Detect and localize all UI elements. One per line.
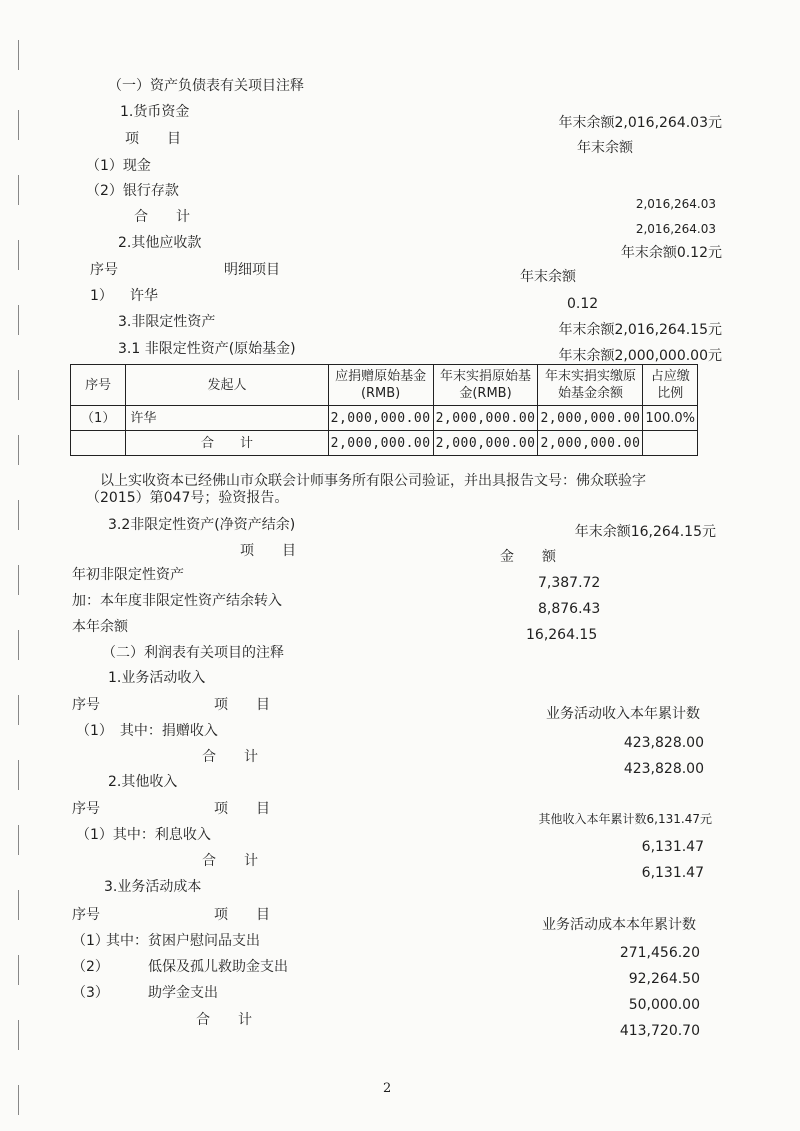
biz-income-sum-label: 合 计 xyxy=(202,749,258,765)
other-recv-title: 2.其他应收款 xyxy=(118,235,202,251)
binding-mark xyxy=(18,175,22,205)
biz-income-col-amount: 业务活动收入本年累计数 xyxy=(546,706,700,722)
other-recv-col-no: 序号 xyxy=(90,262,118,278)
biz-income-row-label: （1） 其中：捐赠收入 xyxy=(76,723,218,739)
section-title-balance-sheet: （一）资产负债表有关项目注释 xyxy=(108,78,304,94)
cash-title: 1.货币资金 xyxy=(120,104,190,120)
binding-mark xyxy=(18,630,22,660)
binding-mark xyxy=(18,760,22,790)
cash-row-label: （1）现金 xyxy=(86,158,151,174)
biz-cost-row-no: （3） xyxy=(72,985,109,1001)
biz-cost-row-no: （2） xyxy=(72,959,109,975)
binding-mark xyxy=(18,1020,22,1050)
biz-cost-row-no: （1） xyxy=(72,933,109,949)
binding-mark xyxy=(18,500,22,530)
net-assets-row-value: 8,876.43 xyxy=(538,601,601,617)
biz-cost-row-label: 助学金支出 xyxy=(148,985,218,1001)
binding-mark xyxy=(18,435,22,465)
cash-col-item: 项 目 xyxy=(125,131,181,147)
cash-col-balance: 年末余额 xyxy=(577,140,633,156)
cell-empty xyxy=(71,431,126,456)
cash-row-label: （2）银行存款 xyxy=(86,183,179,199)
cell-no: （1） xyxy=(71,406,126,431)
other-income-title: 2.其他收入 xyxy=(108,774,178,790)
cash-row-value: 2,016,264.03 xyxy=(635,197,716,211)
biz-cost-sum-value: 413,720.70 xyxy=(619,1023,700,1039)
cell-total-paid: 2,000,000.00 xyxy=(538,431,643,456)
cell-paid: 2,000,000.00 xyxy=(538,406,643,431)
page-number: 2 xyxy=(383,1081,392,1096)
binding-mark xyxy=(18,110,22,140)
biz-cost-title: 3.业务活动成本 xyxy=(104,879,202,895)
biz-cost-col-item: 项 目 xyxy=(214,907,270,923)
biz-income-row-value: 423,828.00 xyxy=(623,735,704,751)
unrestricted-total: 年末余额2,016,264.15元 xyxy=(558,322,722,338)
other-recv-row-value: 0.12 xyxy=(567,296,599,312)
net-assets-row-value: 7,387.72 xyxy=(538,575,601,591)
binding-mark xyxy=(18,565,22,595)
net-assets-row-label: 加：本年度非限定性资产结余转入 xyxy=(72,593,282,609)
binding-mark xyxy=(18,1085,22,1115)
other-income-row-value: 6,131.47 xyxy=(641,839,704,855)
binding-mark xyxy=(18,40,22,70)
biz-cost-col-no: 序号 xyxy=(72,907,100,923)
binding-holes xyxy=(0,0,24,1131)
biz-income-sum-value: 423,828.00 xyxy=(623,761,704,777)
cash-total: 年末余额2,016,264.03元 xyxy=(558,115,722,131)
net-assets-title: 3.2非限定性资产(净资产结余) xyxy=(108,517,296,533)
net-assets-col-amount: 金 额 xyxy=(500,549,556,565)
biz-cost-row-value: 92,264.50 xyxy=(628,971,700,987)
net-assets-total: 年末余额16,264.15元 xyxy=(574,524,716,540)
fund-title: 3.1 非限定性资产(原始基金) xyxy=(118,341,296,357)
binding-mark xyxy=(18,305,22,335)
net-assets-col-item: 项 目 xyxy=(240,543,296,559)
fund-note-line2: （2015）第047号；验资报告。 xyxy=(86,490,289,506)
biz-cost-row-label: 低保及孤儿救助金支出 xyxy=(148,959,288,975)
binding-mark xyxy=(18,825,22,855)
binding-mark xyxy=(18,695,22,725)
binding-mark xyxy=(18,890,22,920)
net-assets-row-value: 16,264.15 xyxy=(526,627,598,643)
net-assets-row-label: 年初非限定性资产 xyxy=(72,567,184,583)
other-recv-row-name: 许华 xyxy=(130,288,158,304)
cash-sum-value: 2,016,264.03 xyxy=(635,222,716,236)
biz-cost-row-value: 271,456.20 xyxy=(619,945,700,961)
other-income-col-amount: 其他收入本年累计数6,131.47元 xyxy=(538,812,712,826)
cash-sum-label: 合 计 xyxy=(134,209,190,225)
cell-total-label: 合 计 xyxy=(126,431,328,456)
cell-donated: 2,000,000.00 xyxy=(433,406,538,431)
other-recv-total: 年末余额0.12元 xyxy=(620,245,722,261)
header-cell: 年末实捐实缴原始基金余额 xyxy=(538,365,643,406)
binding-mark xyxy=(18,240,22,270)
cell-total-pledged: 2,000,000.00 xyxy=(328,431,433,456)
other-income-row-label: （1）其中：利息收入 xyxy=(76,827,211,843)
biz-cost-row-value: 50,000.00 xyxy=(628,997,700,1013)
header-cell: 序号 xyxy=(71,365,126,406)
header-cell: 年末实捐原始基金(RMB) xyxy=(433,365,538,406)
cell-empty xyxy=(643,431,698,456)
table-row xyxy=(71,406,698,431)
other-recv-col-balance: 年末余额 xyxy=(520,269,576,285)
header-cell: 应捐赠原始基金(RMB) xyxy=(328,365,433,406)
fund-total: 年末余额2,000,000.00元 xyxy=(558,348,722,364)
biz-income-col-item: 项 目 xyxy=(214,697,270,713)
other-income-col-item: 项 目 xyxy=(214,801,270,817)
binding-mark xyxy=(18,370,22,400)
fund-note-line1: 以上实收资本已经佛山市众联会计师事务所有限公司验证，并出具报告文号：佛众联验字 xyxy=(100,473,646,489)
biz-cost-sum-label: 合 计 xyxy=(196,1012,252,1028)
other-income-sum-label: 合 计 xyxy=(202,853,258,869)
cell-total-donated: 2,000,000.00 xyxy=(433,431,538,456)
net-assets-row-label: 本年余额 xyxy=(72,619,128,635)
biz-cost-row-label: 其中：贫困户慰问品支出 xyxy=(106,933,260,949)
cell-name: 许华 xyxy=(126,406,328,431)
table-total-row xyxy=(71,431,698,456)
biz-income-title: 1.业务活动收入 xyxy=(108,670,206,686)
binding-mark xyxy=(18,955,22,985)
original-fund-table xyxy=(70,364,698,456)
biz-cost-col-amount: 业务活动成本本年累计数 xyxy=(542,917,696,933)
section-title-income: （二）利润表有关项目的注释 xyxy=(102,645,284,661)
cell-ratio: 100.0% xyxy=(643,406,698,431)
header-cell: 占应缴比例 xyxy=(643,365,698,406)
other-income-col-no: 序号 xyxy=(72,801,100,817)
cell-pledged: 2,000,000.00 xyxy=(328,406,433,431)
table-header-row xyxy=(71,365,698,406)
other-recv-col-item: 明细项目 xyxy=(224,262,280,278)
header-cell: 发起人 xyxy=(126,365,328,406)
unrestricted-title: 3.非限定性资产 xyxy=(118,314,216,330)
biz-income-col-no: 序号 xyxy=(72,697,100,713)
other-recv-row-no: 1） xyxy=(90,288,113,304)
other-income-sum-value: 6,131.47 xyxy=(641,865,704,881)
